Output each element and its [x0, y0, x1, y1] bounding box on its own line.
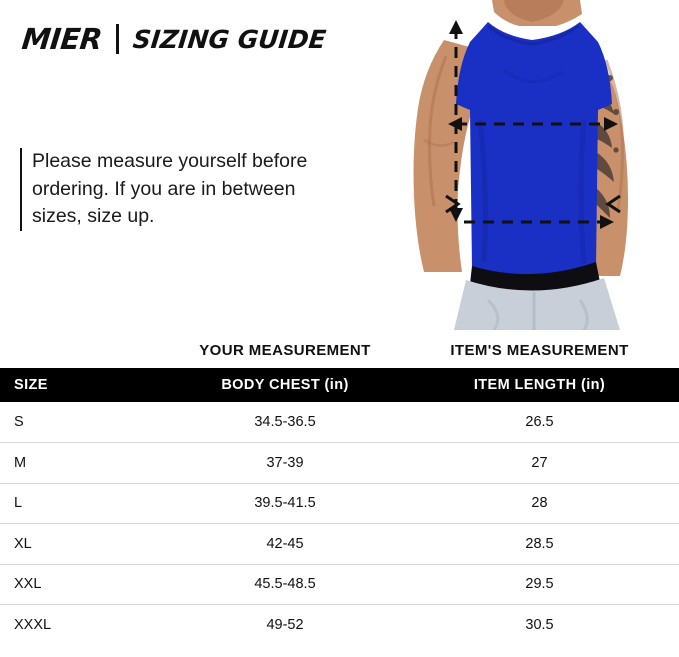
cell-item-length: 28.5	[400, 524, 679, 565]
instruction-text: Please measure yourself before ordering. If you are in between sizes, size up.	[20, 148, 350, 231]
column-header-size: SIZE	[0, 368, 170, 402]
cell-body-chest: 45.5-48.5	[170, 564, 400, 605]
table-group-header-row	[0, 332, 679, 368]
cell-item-length: 26.5	[400, 402, 679, 443]
size-chart-table	[0, 332, 679, 645]
cell-item-length: 27	[400, 443, 679, 484]
header-divider	[116, 24, 119, 54]
cell-size: M	[0, 443, 170, 484]
column-header-body-chest: BODY CHEST (in)	[170, 368, 400, 402]
cell-body-chest: 39.5-41.5	[170, 483, 400, 524]
table-row	[0, 402, 679, 443]
group-header-your-measurement: YOUR MEASUREMENT	[170, 332, 400, 368]
table-row	[0, 605, 679, 646]
column-header-item-length: ITEM LENGTH (in)	[400, 368, 679, 402]
cell-size: XXXL	[0, 605, 170, 646]
cell-body-chest: 37-39	[170, 443, 400, 484]
cell-size: XXL	[0, 564, 170, 605]
header	[22, 22, 326, 56]
group-header-blank	[0, 332, 170, 368]
table-row	[0, 524, 679, 565]
table-row	[0, 443, 679, 484]
group-header-items-measurement: ITEM'S MEASUREMENT	[400, 332, 679, 368]
cell-body-chest: 34.5-36.5	[170, 402, 400, 443]
cell-body-chest: 42-45	[170, 524, 400, 565]
table-row	[0, 564, 679, 605]
cell-item-length: 30.5	[400, 605, 679, 646]
cell-size: XL	[0, 524, 170, 565]
cell-item-length: 28	[400, 483, 679, 524]
model-photo	[384, 0, 679, 330]
sizing-table	[0, 332, 679, 645]
brand-logo: MIER	[20, 22, 104, 56]
cell-size: S	[0, 402, 170, 443]
cell-item-length: 29.5	[400, 564, 679, 605]
cell-size: L	[0, 483, 170, 524]
cell-body-chest: 49-52	[170, 605, 400, 646]
page-title: SIZING GUIDE	[131, 24, 328, 54]
table-row	[0, 483, 679, 524]
model-illustration	[384, 0, 679, 330]
table-column-header-row	[0, 368, 679, 402]
